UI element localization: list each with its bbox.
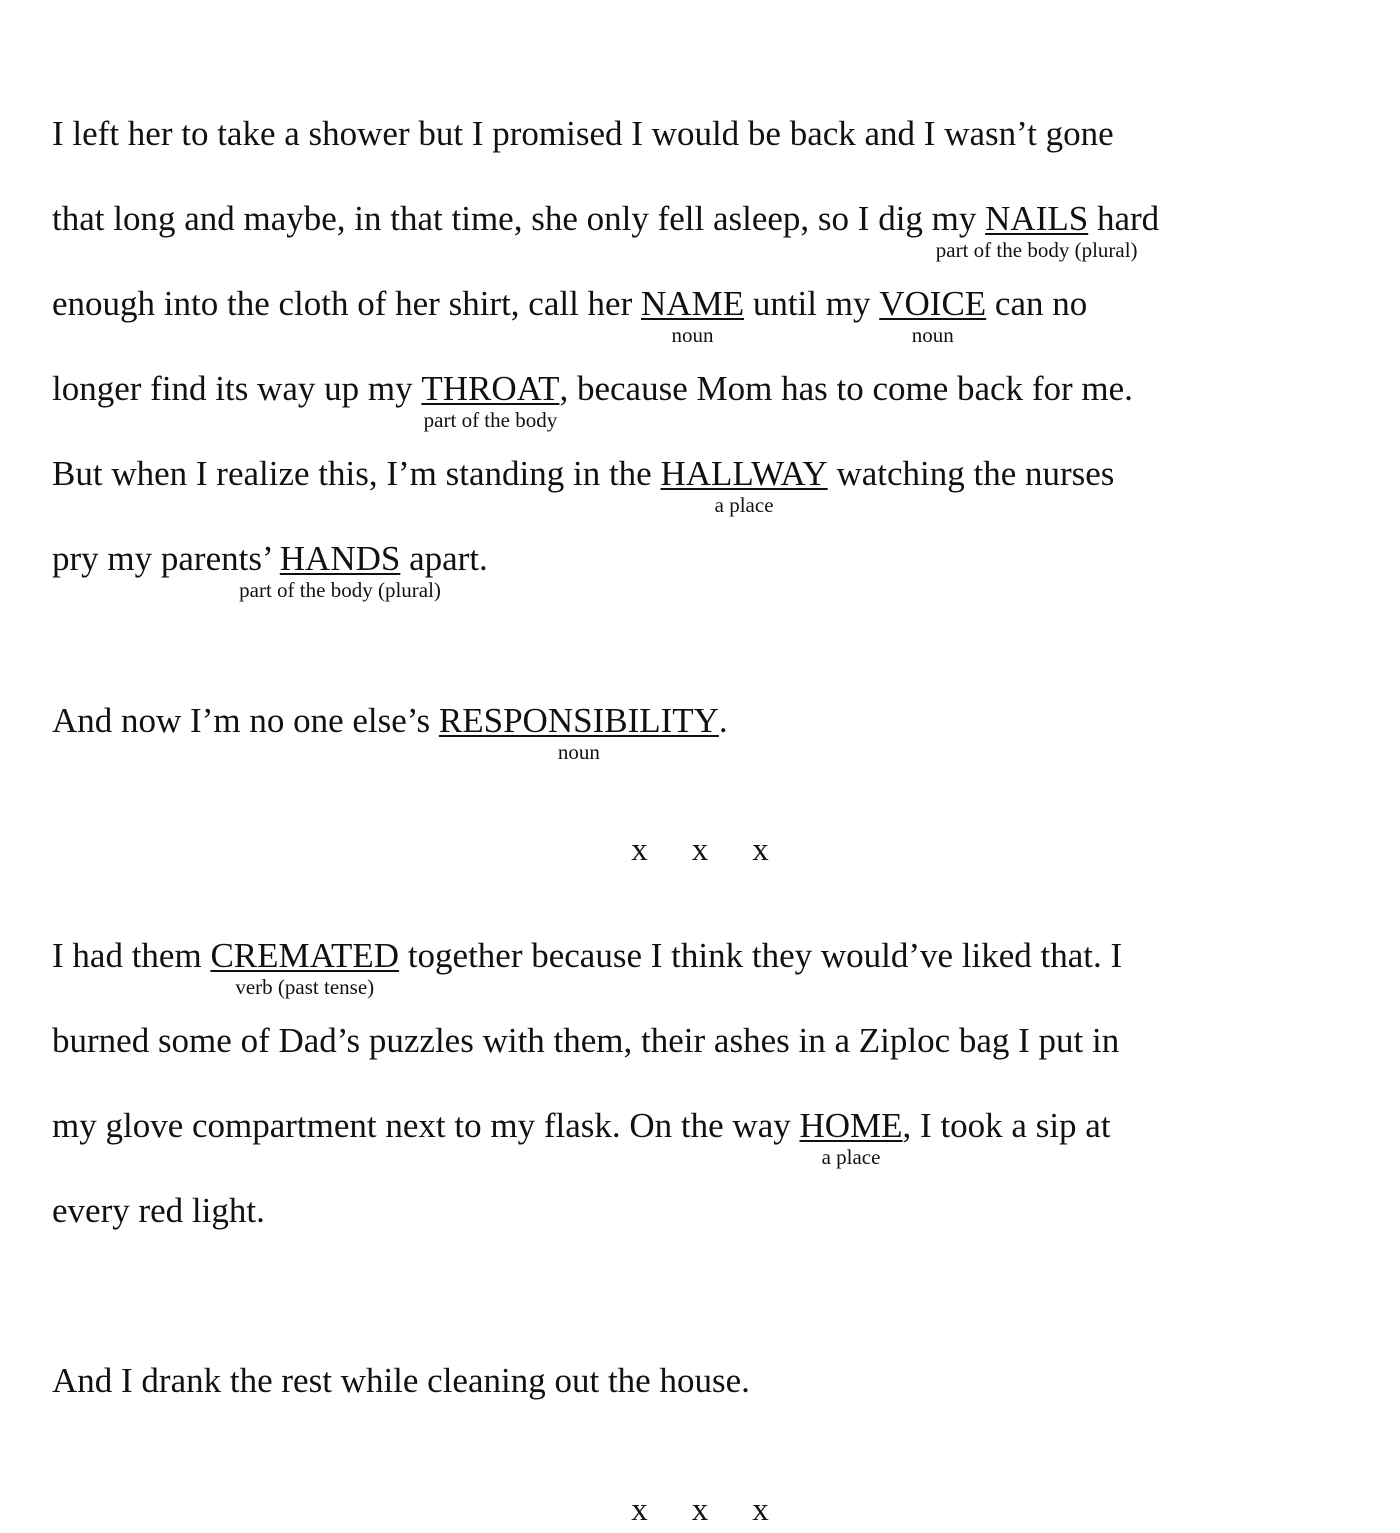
text: apart.	[400, 539, 488, 578]
separator-mark: x	[752, 1492, 769, 1528]
blank-word: CREMATED	[210, 936, 400, 975]
para1-line-1	[52, 114, 1114, 154]
text: enough into the cloth of her shirt, call her	[52, 284, 642, 323]
text: .	[718, 701, 728, 740]
text: that long and maybe, in that time, she only fell asleep, so I dig my	[52, 199, 986, 238]
text: can no	[986, 284, 1088, 323]
madlib-blank-hands	[239, 539, 441, 602]
madlib-blank-responsibility	[438, 701, 719, 764]
blank-hint: verb (past tense)	[235, 975, 375, 999]
text: every red light.	[52, 1191, 265, 1230]
blank-hint: a place	[821, 1145, 881, 1169]
text: But when I realize this, I’m standing in the	[52, 454, 661, 493]
text: , I took a sip at	[902, 1106, 1111, 1145]
para1-line-2	[52, 199, 1160, 262]
text: longer find its way up my	[52, 369, 422, 408]
text: burned some of Dad’s puzzles with them, their ashes in a Ziploc bag I put in	[52, 1021, 1120, 1060]
para1-line-5	[52, 454, 1115, 517]
blank-word: VOICE	[879, 284, 987, 323]
section-separator	[0, 830, 1400, 870]
madlib-blank-home	[799, 1106, 903, 1169]
text: And now I’m no one else’s	[52, 701, 439, 740]
section-separator	[0, 1490, 1400, 1530]
blank-hint: part of the body (plural)	[239, 578, 441, 602]
text: , because Mom has to come back for me.	[559, 369, 1133, 408]
separator-mark: x	[691, 1492, 709, 1528]
text: I left her to take a shower but I promised I would be back and I wasn’t gone	[52, 114, 1114, 153]
text: I had them	[52, 936, 211, 975]
text: And I drank the rest while cleaning out the house.	[52, 1361, 750, 1400]
blank-word: THROAT	[421, 369, 560, 408]
blank-hint: noun	[911, 323, 954, 347]
para2-line-1	[52, 701, 728, 764]
separator-mark: x	[752, 832, 769, 868]
text: hard	[1088, 199, 1160, 238]
para3-line-4	[52, 1191, 265, 1231]
text: together because I think they would’ve liked that. I	[399, 936, 1123, 975]
blank-hint: a place	[714, 493, 774, 517]
blank-hint: noun	[557, 740, 600, 764]
para4-line-1	[52, 1361, 750, 1401]
para3-line-3	[52, 1106, 1111, 1169]
madlib-blank-throat	[421, 369, 560, 432]
blank-word: HOME	[799, 1106, 903, 1145]
separator-mark: x	[631, 832, 648, 868]
blank-hint: part of the body (plural)	[935, 238, 1138, 262]
para1-line-6	[52, 539, 488, 602]
blank-hint: noun	[671, 323, 714, 347]
madlib-blank-cremated	[210, 936, 400, 999]
blank-word: HANDS	[279, 539, 401, 578]
blank-word: NAME	[641, 284, 745, 323]
blank-word: RESPONSIBILITY	[438, 701, 719, 740]
text: pry my parents’	[52, 539, 280, 578]
madlib-blank-name	[641, 284, 745, 347]
para3-line-2	[52, 1021, 1119, 1061]
madlib-blank-voice	[879, 284, 987, 347]
blank-word: NAILS	[985, 199, 1089, 238]
text: my glove compartment next to my flask. On the way	[52, 1106, 800, 1145]
para3-line-1	[52, 936, 1123, 999]
para1-line-3	[52, 284, 1088, 347]
para1-line-4	[52, 369, 1133, 432]
separator-mark: x	[691, 832, 709, 868]
text: until my	[744, 284, 880, 323]
madlib-blank-hallway	[660, 454, 828, 517]
blank-word: HALLWAY	[660, 454, 828, 493]
blank-hint: part of the body	[423, 408, 558, 432]
text: watching the nurses	[827, 454, 1115, 493]
separator-mark: x	[631, 1492, 648, 1528]
